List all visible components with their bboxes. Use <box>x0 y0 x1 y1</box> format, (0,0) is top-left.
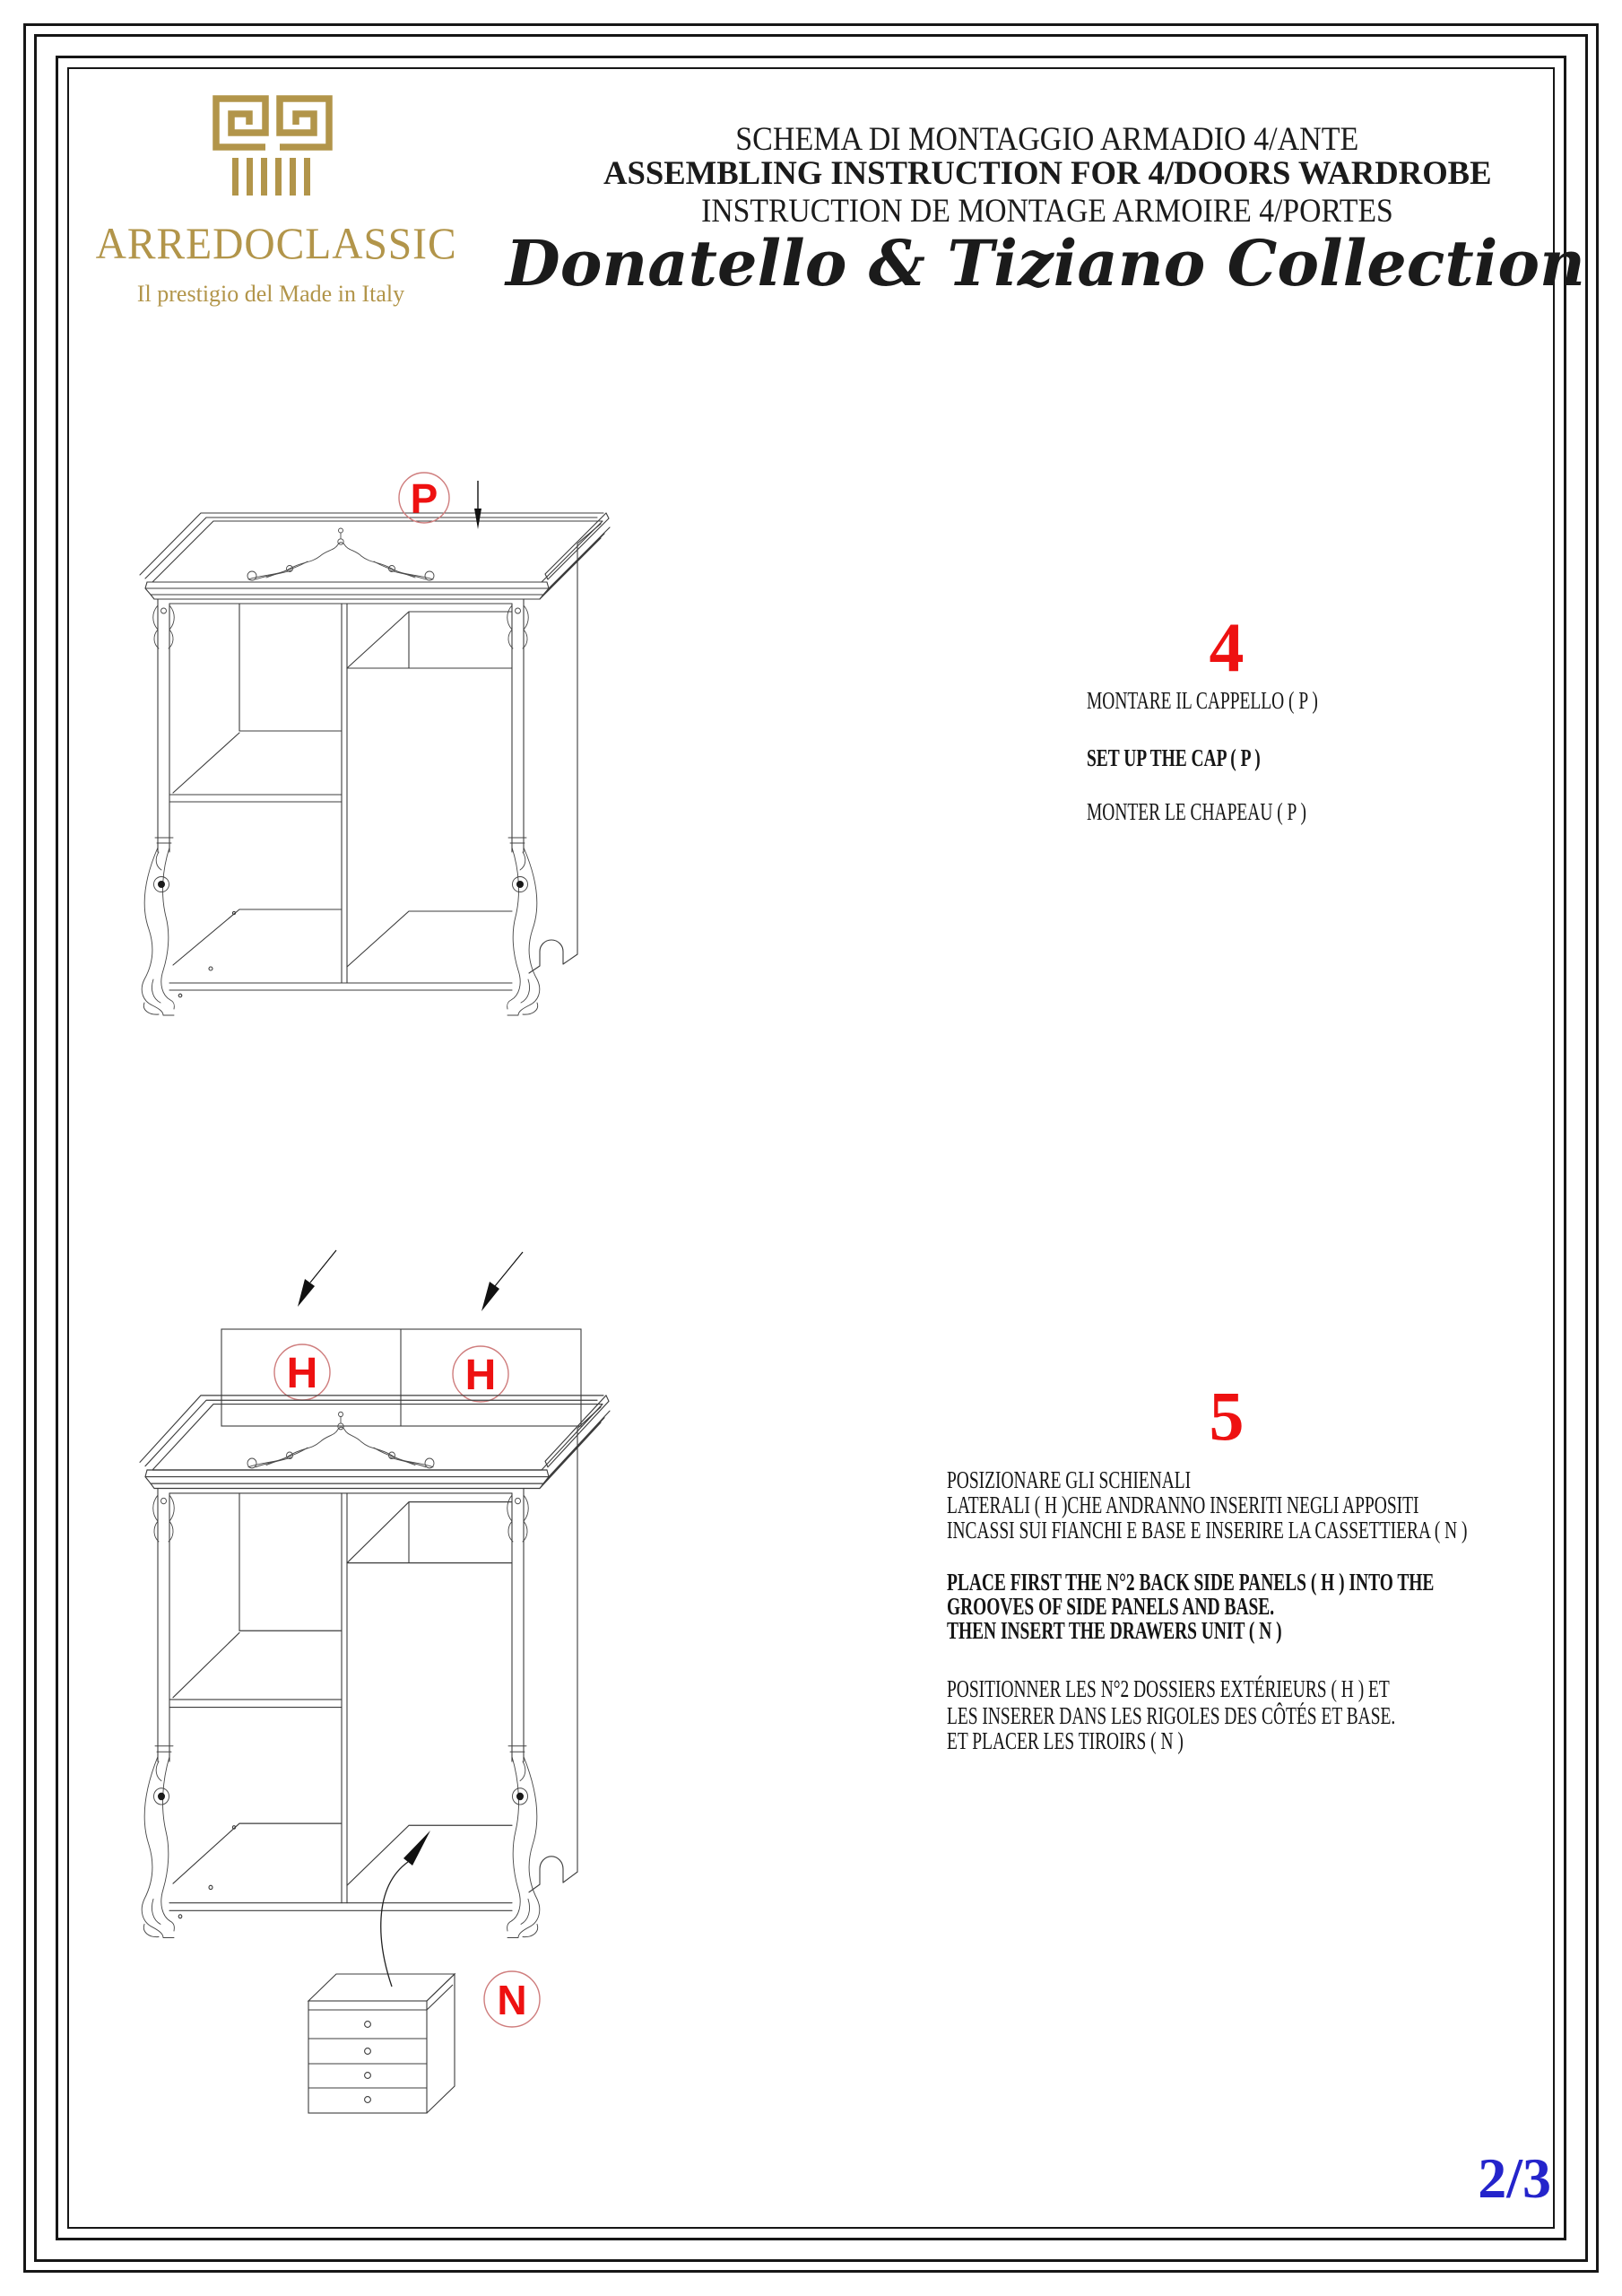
wardrobe-carcass-drawing <box>140 513 610 1015</box>
carved-crest <box>247 528 434 580</box>
part-label-n <box>484 1971 540 2027</box>
part-letter-h-left: H <box>286 1350 318 1397</box>
step5-text-en-3: THEN INSERT THE DRAWERS UNIT ( N ) <box>947 1617 1282 1644</box>
logo-column-bars <box>232 158 310 196</box>
step5-text-fr-3: ET PLACER LES TIROIRS ( N ) <box>947 1727 1184 1754</box>
collection-title: Donatello & Tiziano Collection <box>506 226 1585 300</box>
part-label-h-right <box>453 1346 508 1402</box>
step5-text-en-1: PLACE FIRST THE N°2 BACK SIDE PANELS ( H ) INTO THE <box>947 1569 1435 1596</box>
greek-key-icon <box>216 99 329 147</box>
insert-arrows <box>298 1250 523 1311</box>
part-letter-h-right: H <box>464 1352 497 1399</box>
step5-number: 5 <box>1209 1377 1245 1455</box>
part-letter-n: N <box>497 1977 527 2023</box>
step5-text-it-1: POSIZIONARE GLI SCHIENALI <box>947 1466 1192 1493</box>
step5-text-it-3: INCASSI SUI FIANCHI E BASE E INSERIRE LA CASSETTIERA ( N ) <box>947 1517 1468 1544</box>
ornate-legs <box>142 605 540 1015</box>
brand-logo-icon <box>213 95 333 196</box>
step4-number: 4 <box>1209 608 1245 686</box>
step5-text-fr-1: POSITIONNER LES N°2 DOSSIERS EXTÉRIEURS ( H ) ET <box>947 1675 1390 1702</box>
step4-text-it: MONTARE IL CAPPELLO ( P ) <box>1087 687 1318 714</box>
step5-text-it-2: LATERALI ( H )CHE ANDRANNO INSERITI NEGLI APPOSITI <box>947 1492 1419 1518</box>
step5-text-en-2: GROOVES OF SIDE PANELS AND BASE. <box>947 1593 1275 1620</box>
title-italian: SCHEMA DI MONTAGGIO ARMADIO 4/ANTE <box>735 121 1359 158</box>
page-indicator: 2/3 <box>1478 2146 1551 2210</box>
step4-diagram <box>76 466 650 1103</box>
drawers-unit <box>308 1974 455 2113</box>
part-label-p <box>399 473 449 523</box>
insert-curve-arrow <box>381 1831 430 1987</box>
step4-text-en: SET UP THE CAP ( P ) <box>1087 744 1261 771</box>
title-french: INSTRUCTION DE MONTAGE ARMOIRE 4/PORTES <box>701 193 1393 230</box>
step5-text-fr-2: LES INSERER DANS LES RIGOLES DES CÔTÉS ET BASE. <box>947 1702 1396 1729</box>
part-letter-p: P <box>410 475 438 522</box>
brand-tagline: Il prestigio del Made in Italy <box>136 281 405 307</box>
wardrobe-carcass-with-cap <box>140 1396 610 1938</box>
title-english: ASSEMBLING INSTRUCTION FOR 4/DOORS WARDROBE <box>603 155 1492 192</box>
down-arrow-icon <box>474 481 481 529</box>
step5-diagram <box>76 1247 650 2135</box>
brand-name: ARREDOCLASSIC <box>95 218 457 268</box>
step4-text-fr: MONTER LE CHAPEAU ( P ) <box>1087 798 1306 825</box>
part-label-h-left <box>274 1344 330 1400</box>
